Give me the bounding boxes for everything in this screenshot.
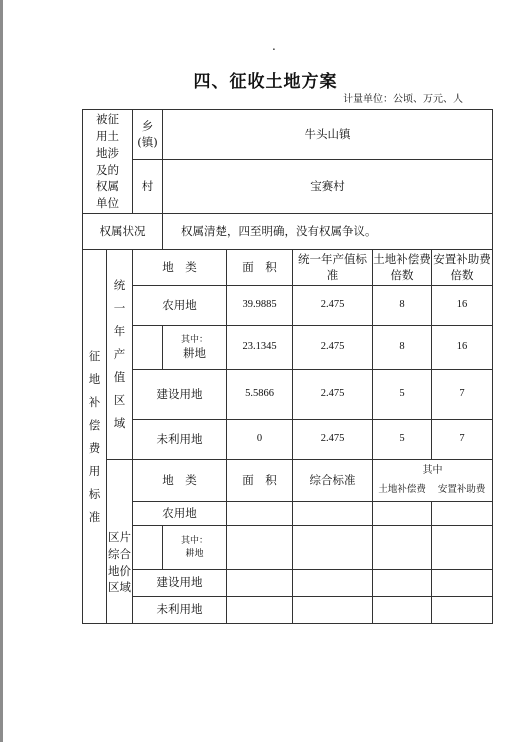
empty-cell [293,526,373,570]
empty-cell [432,597,493,624]
group-label-char: 征 [88,348,101,363]
region1-label-char: 统 [113,278,126,292]
table-row [83,286,493,326]
ownership-label-line: 单位 [96,195,119,210]
region1-label-char: 产 [113,347,126,361]
region1-label-char: 值 [113,370,126,384]
header-land-type: 地 类 [133,250,227,286]
table-row [83,526,493,570]
header-resettle-multiple: 安置补助费倍数 [432,250,493,286]
region1-label-char: 年 [113,324,126,338]
table-row [83,370,493,420]
empty-cell [227,526,293,570]
area-cell: 5.5866 [227,370,293,420]
header-land-comp: 土地补偿费 [378,484,426,496]
resettle-multiple-cell: 16 [432,286,493,326]
standard-cell: 2.475 [293,370,373,420]
table-row [83,570,493,597]
header-land-type-2: 地 类 [133,460,227,502]
standard-cell: 2.475 [293,326,373,370]
land-acquisition-table [82,109,493,624]
header-dot: . [272,39,276,53]
unit-note: 计量单位：公顷、万元、人 [343,94,463,105]
land-type-cell: 未利用地 [133,597,227,624]
land-type-cell: 农用地 [133,286,227,326]
header-composite: 综合标准 [293,460,373,502]
land-type-text: 耕地 [185,548,204,559]
land-type-cell: 建设用地 [133,370,227,420]
table-row [83,326,493,370]
resettle-multiple-cell: 7 [432,420,493,460]
township-value: 牛头山镇 [163,110,493,160]
status-value: 权属清楚，四至明确，没有权属争议。 [163,214,493,250]
area-cell: 23.1345 [227,326,293,370]
land-type-prefix: 其中： [180,536,208,547]
ownership-label-line: 被征 [96,112,119,127]
header-unified-value: 统一年产值标准 [293,250,373,286]
empty-cell [432,570,493,597]
header-area: 面 积 [227,250,293,286]
empty-cell [293,570,373,597]
region1-label [107,250,133,460]
region2-label-line: 综合 [108,546,131,561]
land-type-cell [163,326,227,370]
land-multiple-cell: 5 [373,370,432,420]
standard-cell: 2.475 [293,286,373,326]
village-label: 村 [133,160,163,214]
header-area-2: 面 积 [227,460,293,502]
land-type-prefix: 其中： [180,334,208,345]
group-label-char: 标 [88,486,101,501]
region2-label [107,460,133,624]
land-type-cell: 建设用地 [133,570,227,597]
empty-cell [432,526,493,570]
land-multiple-cell: 8 [373,326,432,370]
ownership-label-line: 权属 [96,179,119,194]
land-type-cell [163,526,227,570]
status-label: 权属状况 [83,214,163,250]
empty-cell [293,597,373,624]
group-label-char: 补 [88,394,101,409]
table-row [83,420,493,460]
region1-label-char: 域 [113,416,126,430]
header-among-group [373,460,493,502]
region1-label-char: 一 [113,301,126,315]
area-cell: 0 [227,420,293,460]
land-type-cell: 农用地 [133,502,227,526]
group-label-char: 地 [88,371,101,386]
land-multiple-cell: 5 [373,420,432,460]
area-cell: 39.9885 [227,286,293,326]
region2-label-line: 区片 [108,530,131,545]
village-value: 宝赛村 [163,160,493,214]
indent-cell [133,326,163,370]
region1-label-char: 区 [113,393,126,407]
ownership-label-line: 地涉 [96,145,119,160]
empty-cell [373,570,432,597]
ownership-label [83,110,133,214]
group-label-char: 用 [88,463,101,478]
header-resettle: 安置补助费 [437,484,486,496]
header-land-comp-multiple: 土地补偿费倍数 [373,250,432,286]
standard-cell: 2.475 [293,420,373,460]
empty-cell [227,502,293,526]
table-row [83,597,493,624]
indent-cell [133,526,163,570]
resettle-multiple-cell: 7 [432,370,493,420]
region2-label-line: 区域 [108,580,131,595]
empty-cell [373,502,432,526]
empty-cell [293,502,373,526]
group-label-char: 偿 [88,417,101,432]
page-title: 四、征收土地方案 [193,72,338,92]
township-label-line: (镇) [137,134,158,149]
empty-cell [227,597,293,624]
land-type-cell: 未利用地 [133,420,227,460]
ownership-label-line: 用土 [96,129,119,144]
ownership-label-line: 及的 [96,162,119,177]
empty-cell [227,570,293,597]
empty-cell [432,502,493,526]
land-multiple-cell: 8 [373,286,432,326]
land-type-text: 耕地 [183,345,206,360]
empty-cell [373,597,432,624]
group-label-char: 费 [88,440,101,455]
township-label [133,110,163,160]
compensation-group-label [83,250,107,624]
township-label-line: 乡 [141,118,154,133]
empty-cell [373,526,432,570]
page-edge-bar [0,0,3,742]
among-subtable [373,461,492,501]
table-row [83,502,493,526]
resettle-multiple-cell: 16 [432,326,493,370]
header-among: 其中 [422,464,443,476]
region2-label-line: 地价 [108,563,131,578]
group-label-char: 准 [88,509,101,524]
